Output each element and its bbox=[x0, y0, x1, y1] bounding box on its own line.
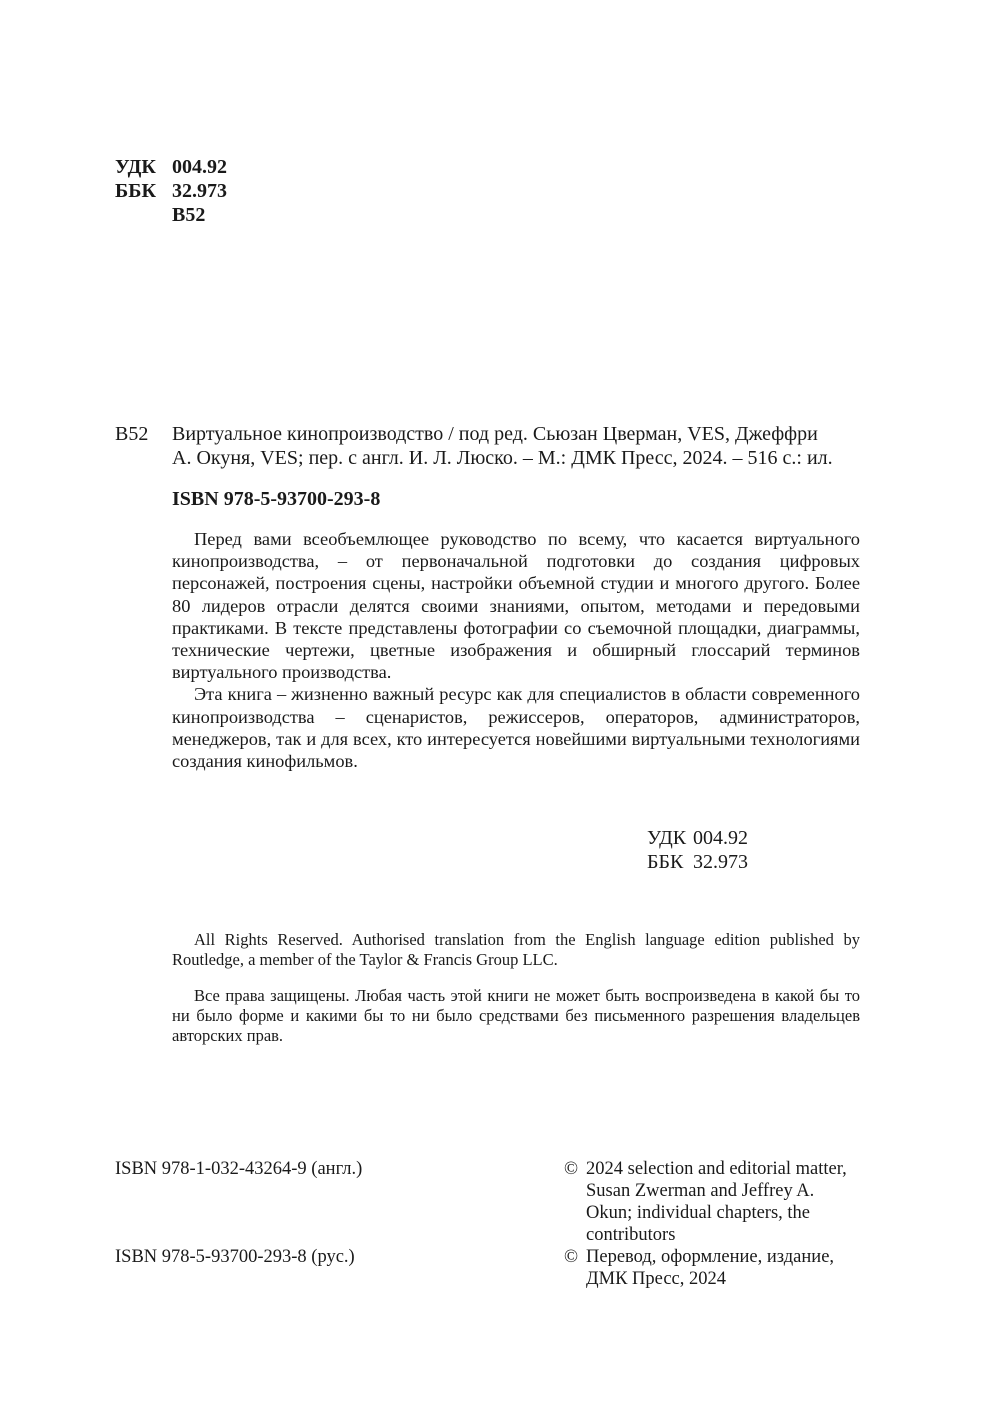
abstract-paragraph-1: Перед вами всеобъемлющее руководство по всему, что касается виртуального кинопроизводства, – от первоначальной подготовки до создания цифровых персонажей, построения сцены, настройки объемной студии и многого другого. Более 80 лидеров отрасли делятся своими знаниями, опытом, методами и передовыми практиками. В тексте представлены фотографии со съемочной площадки, диаграммы, технические чертежи, цветные изображения и обширный глоссарий терминов виртуального производства. bbox=[172, 529, 860, 683]
main-isbn: ISBN 978-5-93700-293-8 bbox=[172, 488, 381, 510]
right-udk-row bbox=[647, 826, 748, 850]
entry-line-2: А. Окуня, VES; пер. с англ. И. Л. Люско. – М.: ДМК Пресс, 2024. – 516 с.: ил. bbox=[172, 447, 833, 469]
right-udk-label: УДК bbox=[647, 827, 687, 849]
isbn-russian: ISBN 978-5-93700-293-8 (рус.) bbox=[115, 1247, 355, 1267]
right-bbk-label: ББК bbox=[647, 851, 684, 873]
rights-russian bbox=[172, 986, 860, 1046]
bbk-row bbox=[115, 179, 227, 203]
copyright-russian bbox=[564, 1246, 859, 1290]
udk-value: 004.92 bbox=[172, 156, 227, 178]
copyright-english-text: 2024 selection and editorial matter, Susan Zwerman and Jeffrey A. Okun; individual chapters, the contributors bbox=[586, 1159, 847, 1245]
copyright-symbol: © bbox=[564, 1247, 579, 1267]
bibliographic-entry bbox=[172, 422, 860, 470]
copyright-symbol: © bbox=[564, 1159, 579, 1179]
udk-row bbox=[115, 155, 227, 179]
isbn-english: ISBN 978-1-032-43264-9 (англ.) bbox=[115, 1159, 363, 1179]
rights-english-text: All Rights Reserved. Authorised translation from the English language edition published by Routledge, a member of the Taylor & Francis Group LLC. bbox=[172, 930, 860, 969]
entry-code: В52 bbox=[115, 423, 149, 445]
right-classification bbox=[647, 826, 748, 874]
entry-line-1: Виртуальное кинопроизводство / под ред. Сьюзан Цверман, VES, Джеффри bbox=[172, 423, 818, 445]
right-bbk-row bbox=[647, 850, 748, 874]
bbk-label: ББК bbox=[115, 180, 156, 202]
rights-english bbox=[172, 930, 860, 970]
rights-russian-text: Все права защищены. Любая часть этой книги не может быть воспроизведена в какой бы то ни было форме и какими бы то ни было средствами без письменного разрешения владельцев авторских прав. bbox=[172, 986, 860, 1045]
right-udk-value: 004.92 bbox=[693, 827, 748, 849]
abstract bbox=[172, 528, 860, 772]
copyright-russian-text: Перевод, оформление, издание, ДМК Пресс, 2024 bbox=[586, 1247, 835, 1289]
abstract-paragraph-2: Эта книга – жизненно важный ресурс как для специалистов в области современного кинопроизводства – сценаристов, режиссеров, операторов, администраторов, менеджеров, так и для всех, кто интересуется новейшими виртуальными технологиями создания кинофильмов. bbox=[172, 684, 860, 772]
copyright-english bbox=[564, 1158, 859, 1246]
bbk-value: 32.973 bbox=[172, 180, 227, 202]
right-bbk-value: 32.973 bbox=[693, 851, 748, 873]
author-sign: В52 bbox=[172, 204, 206, 226]
udk-label: УДК bbox=[115, 156, 156, 178]
